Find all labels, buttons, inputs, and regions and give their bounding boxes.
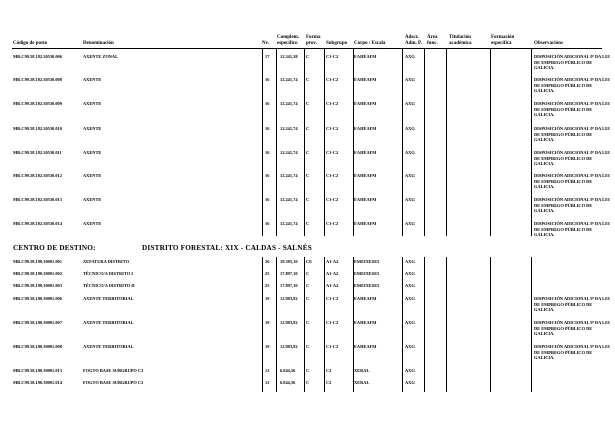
cell-corpo: EAHEAFM [354, 197, 377, 202]
cell-corpo: EMEIXESE5 [354, 259, 380, 264]
cell-corpo: XERAL [354, 380, 370, 385]
cell-complem: 12.341,38 [280, 54, 298, 59]
header-nivel: Nv. [262, 41, 270, 46]
cell-corpo: XERAL [354, 368, 370, 373]
cell-denominacion: TÉCNICO/A DISTRITO II [83, 283, 135, 288]
cell-corpo: EAHEAFM [354, 54, 377, 59]
cell-adscr: AXG [405, 77, 415, 82]
header-complem-line2: específico [277, 41, 298, 46]
cell-observacions: DISPOSICIÓN ADICIONAL 9ª DA LEI DE EMPREGO PÚBLICO DE GALICIA. [534, 150, 610, 167]
cell-codigo: MR.C99.58.190.30001.013 [13, 368, 62, 373]
cell-forma: C [306, 320, 310, 325]
cell-adscr: AXG [405, 54, 415, 59]
cell-complem: 12.983,92 [280, 296, 298, 301]
cell-forma: C [306, 344, 310, 349]
column-separator [304, 257, 305, 392]
cell-corpo: EAHEAFM [354, 101, 377, 106]
column-separator [446, 48, 447, 236]
cell-corpo: EMEIXESE5 [354, 271, 380, 276]
cell-complem: 17.897,10 [280, 283, 298, 288]
cell-adscr: AXG [405, 259, 415, 264]
cell-codigo: MR.C99.58.190.30001.007 [13, 320, 62, 325]
cell-observacions: DISPOSICIÓN ADICIONAL 9ª DA LEI DE EMPREGO PÚBLICO DE GALICIA. [534, 197, 610, 214]
cell-subgrupo: C2 [326, 380, 332, 385]
cell-complem: 12.241,74 [280, 101, 298, 106]
cell-forma: C [306, 173, 310, 178]
cell-subgrupo: C1-C2 [326, 221, 339, 226]
cell-subgrupo: C1-C2 [326, 54, 339, 59]
header-denominacion: Denominación [83, 41, 114, 46]
cell-nivel: 16 [265, 77, 270, 82]
cell-complem: 12.983,92 [280, 320, 298, 325]
cell-subgrupo: A1-A2 [326, 283, 339, 288]
cell-nivel: 12 [265, 368, 270, 373]
cell-subgrupo: C1-C2 [326, 296, 339, 301]
cell-corpo: EAHEAFM [354, 150, 377, 155]
column-separator [402, 48, 403, 236]
cell-codigo: MR.C99.58.190.30001.014 [13, 380, 62, 385]
center-name: DISTRITO FORESTAL: XIX - CALDAS - SALNÉS [142, 244, 312, 252]
cell-observacions: DISPOSICIÓN ADICIONAL 9ª DA LEI DE EMPREGO PÚBLICO DE GALICIA. [534, 296, 610, 313]
cell-adscr: AXG [405, 173, 415, 178]
cell-forma: C [306, 283, 310, 288]
header-area-line2: func. [427, 41, 438, 46]
cell-corpo: EAHEAFM [354, 320, 377, 325]
cell-nivel: 26 [265, 259, 270, 264]
column-separator [531, 48, 532, 236]
header-complem-line1: Complem. [277, 35, 300, 40]
cell-denominacion: FOGTO BASE SUBGRUPO C2 [83, 368, 144, 373]
cell-adscr: AXG [405, 150, 415, 155]
cell-subgrupo: A1-A2 [326, 271, 339, 276]
cell-subgrupo: C1-C2 [326, 197, 339, 202]
cell-adscr: AXG [405, 126, 415, 131]
cell-nivel: 16 [265, 101, 270, 106]
cell-denominacion: AXENTE [83, 126, 102, 131]
cell-corpo: EAHEAFM [354, 221, 377, 226]
cell-subgrupo: C1-C2 [326, 126, 339, 131]
cell-adscr: AXG [405, 320, 415, 325]
cell-codigo: MR.C99.58.190.30001.003 [13, 283, 62, 288]
cell-complem: 12.241,74 [280, 126, 298, 131]
header-codigo: Código de posto [13, 41, 48, 46]
cell-subgrupo: C1-C2 [326, 320, 339, 325]
header-forma-line1: Forma [306, 35, 321, 40]
cell-subgrupo: C1-C2 [326, 77, 339, 82]
cell-adscr: AXG [405, 344, 415, 349]
cell-subgrupo: C1-C2 [326, 150, 339, 155]
cell-denominacion: AXENTE [83, 101, 102, 106]
cell-adscr: AXG [405, 101, 415, 106]
cell-observacions: DISPOSICIÓN ADICIONAL 9ª DA LEI DE EMPREGO PÚBLICO DE GALICIA. [534, 77, 610, 94]
cell-adscr: AXG [405, 221, 415, 226]
cell-observacions: DISPOSICIÓN ADICIONAL 9ª DA LEI DE EMPREGO PÚBLICO DE GALICIA. [534, 101, 610, 118]
column-separator [402, 257, 403, 392]
header-area-line1: Área [427, 35, 438, 40]
header-adscr-line2: Adm. P. [405, 41, 422, 46]
cell-denominacion: FOGTO BASE SUBGRUPO C2 [83, 380, 144, 385]
cell-adscr: AXG [405, 271, 415, 276]
cell-corpo: EAHEAFM [354, 173, 377, 178]
cell-forma: C [306, 126, 310, 131]
cell-subgrupo: C2 [326, 368, 332, 373]
cell-denominacion: AXENTE ZONAL [83, 54, 119, 59]
cell-adscr: AXG [405, 296, 415, 301]
column-separator [424, 257, 425, 392]
cell-forma: C [306, 221, 310, 226]
cell-codigo: MR.C99.58.190.30001.002 [13, 271, 62, 276]
column-separator [353, 257, 354, 392]
cell-corpo: EAHEAFM [354, 296, 377, 301]
cell-observacions: DISPOSICIÓN ADICIONAL 9ª DA LEI DE EMPREGO PÚBLICO DE GALICIA. [534, 320, 610, 337]
header-formacion-line2: específica [491, 41, 512, 46]
cell-nivel: 25 [265, 283, 270, 288]
cell-codigo: MR.C99.58.190.30001.001 [13, 259, 62, 264]
cell-subgrupo: C1-C2 [326, 344, 339, 349]
cell-observacions: DISPOSICIÓN ADICIONAL 9ª DA LEI DE EMPREGO PÚBLICO DE GALICIA. [534, 221, 610, 238]
cell-codigo: MR.C99.58.190.30001.008 [13, 344, 62, 349]
cell-corpo: EMEIXESE5 [354, 283, 380, 288]
center-label: CENTRO DE DESTINO: [13, 244, 96, 252]
cell-codigo: MR.C99.58.182.30530.009 [13, 101, 62, 106]
cell-adscr: AXG [405, 197, 415, 202]
cell-codigo: MR.C99.58.182.30530.014 [13, 221, 62, 226]
cell-complem: 6.044,56 [280, 380, 296, 385]
cell-codigo: MR.C99.58.182.30530.012 [13, 173, 62, 178]
cell-forma: C [306, 101, 310, 106]
cell-denominacion: AXENTE [83, 173, 102, 178]
cell-denominacion: XEFATURA DISTRITO [83, 259, 129, 264]
cell-subgrupo: C1-C2 [326, 173, 339, 178]
header-subgrupo: Subgrupo [326, 41, 348, 46]
cell-denominacion: AXENTE [83, 197, 102, 202]
cell-complem: 12.241,74 [280, 173, 298, 178]
cell-observacions: DISPOSICIÓN ADICIONAL 9ª DA LEI DE EMPREGO PÚBLICO DE GALICIA. [534, 54, 610, 71]
cell-denominacion: TÉCNICO/A DISTRITO I [83, 271, 133, 276]
cell-adscr: AXG [405, 368, 415, 373]
cell-forma: C [306, 380, 310, 385]
cell-complem: 12.241,74 [280, 197, 298, 202]
cell-complem: 12.241,74 [280, 77, 298, 82]
column-separator [262, 257, 263, 392]
column-separator [324, 48, 325, 236]
cell-nivel: 16 [265, 126, 270, 131]
cell-codigo: MR.C99.58.182.30530.011 [13, 150, 62, 155]
column-separator [424, 48, 425, 236]
header-divider [12, 48, 602, 49]
cell-complem: 12.241,74 [280, 221, 298, 226]
cell-nivel: 16 [265, 150, 270, 155]
cell-complem: 12.983,92 [280, 344, 298, 349]
cell-denominacion: AXENTE [83, 77, 102, 82]
header-forma-line2: prov. [306, 41, 317, 46]
cell-forma: C [306, 271, 310, 276]
column-separator [446, 257, 447, 392]
column-separator [490, 257, 491, 392]
header-corpo: Corpo / Escala [354, 41, 386, 46]
cell-denominacion: AXENTE TERRITORIAL [83, 320, 134, 325]
cell-forma: C [306, 296, 310, 301]
cell-denominacion: AXENTE [83, 150, 102, 155]
column-separator [276, 257, 277, 392]
cell-nivel: 19 [265, 296, 270, 301]
header-formacion-line1: Formación [491, 35, 515, 40]
cell-subgrupo: C1-C2 [326, 101, 339, 106]
column-separator [531, 257, 532, 392]
cell-subgrupo: A1-A2 [326, 259, 339, 264]
cell-nivel: 19 [265, 344, 270, 349]
column-separator [276, 48, 277, 236]
column-separator [262, 48, 263, 236]
cell-denominacion: AXENTE TERRITORIAL [83, 296, 134, 301]
cell-codigo: MR.C99.58.190.30001.006 [13, 296, 62, 301]
cell-observacions: DISPOSICIÓN ADICIONAL 9ª DA LEI DE EMPREGO PÚBLICO DE GALICIA. [534, 173, 610, 190]
cell-codigo: MR.C99.58.182.30530.013 [13, 197, 62, 202]
column-separator [353, 48, 354, 236]
cell-observacions: DISPOSICIÓN ADICIONAL 9ª DA LEI DE EMPREGO PÚBLICO DE GALICIA. [534, 126, 610, 143]
cell-nivel: 16 [265, 197, 270, 202]
column-separator [304, 48, 305, 236]
cell-complem: 12.241,74 [280, 150, 298, 155]
cell-forma: C [306, 150, 310, 155]
cell-forma: C [306, 77, 310, 82]
cell-nivel: 16 [265, 173, 270, 178]
cell-denominacion: AXENTE TERRITORIAL [83, 344, 134, 349]
cell-adscr: AXG [405, 380, 415, 385]
cell-adscr: AXG [405, 283, 415, 288]
cell-forma: C [306, 197, 310, 202]
column-separator [324, 257, 325, 392]
cell-complem: 19.385,10 [280, 259, 298, 264]
cell-nivel: 25 [265, 271, 270, 276]
cell-corpo: EAHEAFM [354, 126, 377, 131]
cell-nivel: 19 [265, 320, 270, 325]
header-titulacion-line2: académica [449, 41, 472, 46]
header-observacions: Observacións [534, 41, 563, 46]
cell-complem: 6.044,56 [280, 368, 296, 373]
cell-codigo: MR.C99.58.182.30530.010 [13, 126, 62, 131]
header-adscr-line1: Adscr. [405, 35, 419, 40]
cell-denominacion: AXENTE [83, 221, 102, 226]
cell-complem: 17.897,10 [280, 271, 298, 276]
cell-corpo: EAHEAFM [354, 77, 377, 82]
header-titulacion-line1: Titulación [449, 35, 471, 40]
column-separator [490, 48, 491, 236]
cell-observacions: DISPOSICIÓN ADICIONAL 9ª DA LEI DE EMPREGO PÚBLICO DE GALICIA. [534, 344, 610, 361]
cell-forma: C [306, 368, 310, 373]
cell-codigo: MR.C99.58.182.30530.006 [13, 54, 62, 59]
cell-forma: C [306, 54, 310, 59]
cell-codigo: MR.C99.58.182.30530.008 [13, 77, 62, 82]
cell-nivel: 16 [265, 221, 270, 226]
cell-nivel: 12 [265, 380, 270, 385]
cell-forma: CE [306, 259, 313, 264]
cell-nivel: 17 [265, 54, 270, 59]
cell-corpo: EAHEAFM [354, 344, 377, 349]
